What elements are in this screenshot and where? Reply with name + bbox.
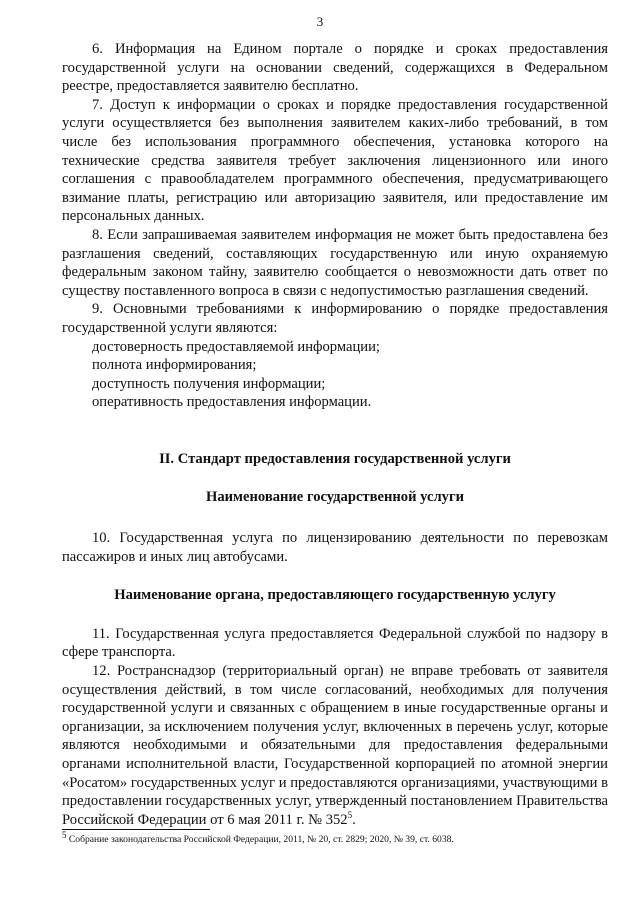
paragraph-10: 10. Государственная услуга по лицензированию деятельности по перевозкам пассажиров и иных лиц автобусами. bbox=[62, 530, 608, 565]
document-body bbox=[62, 40, 608, 829]
footnote-divider bbox=[62, 829, 210, 830]
requirement-item: достоверность предоставляемой информации; bbox=[92, 338, 380, 355]
requirement-item: оперативность предоставления информации. bbox=[92, 394, 372, 411]
subsection-heading-service-name: Наименование государственной услуги bbox=[206, 489, 464, 506]
paragraph-6: 6. Информация на Едином портале о порядке и сроках предоставления государственной услуги на основании сведений, содержащихся в Федеральном реестре, предоставляется заявителю бесплатно. bbox=[62, 41, 608, 95]
paragraph-12 bbox=[62, 662, 608, 829]
subsection-heading-authority-name: Наименование органа, предоставляющего государственную услугу bbox=[114, 587, 556, 604]
footnote bbox=[62, 829, 608, 846]
paragraph-9: 9. Основными требованиями к информированию о порядке предоставления государственной услуги являются: bbox=[62, 301, 608, 336]
section-heading: II. Стандарт предоставления государственной услуги bbox=[159, 450, 511, 467]
paragraph-11: 11. Государственная услуга предоставляется Федеральной службой по надзору в сфере транспорта. bbox=[62, 625, 608, 661]
footnote-marker: 5 bbox=[62, 829, 67, 840]
footnote-reference: 5 bbox=[347, 809, 353, 820]
paragraph-12-text: 12. Ространснадзор (территориальный орган) не вправе требовать от заявителя осуществления действий, в том числе согласований, необходимых для получения государственной услуги и связанных с обращением в иные государственные органы и организации, за исключением получения услуг, включенных в перечень услуг, которые являются необходимыми и обязательными для предоставления федеральными органами исполнительной власти, Государственной корпорацией по атомной энергии «Росатом» государственных услуг и предоставляются организациями, участвующими в предоставлении государственных услуг, утвержденный постановлением Правительства Российской Федерации от 6 мая 2011 г. № 352 bbox=[62, 663, 608, 828]
paragraph-8: 8. Если запрашиваемая заявителем информация не может быть предоставлена без разглашения сведений, составляющих государственную или иную охраняемую федеральным законом тайну, заявителю сообщается о невозможности дать ответ по существу поставленного вопроса в связи с недопустимостью разглашения сведений. bbox=[62, 226, 608, 299]
page-number: 3 bbox=[316, 14, 324, 29]
requirement-item: доступность получения информации; bbox=[92, 375, 326, 392]
footnote-text: Собрание законодательства Российской Федерации, 2011, № 20, ст. 2829; 2020, № 39, ст. 6038. bbox=[66, 834, 454, 845]
paragraph-7: 7. Доступ к информации о сроках и порядке предоставления государственной услуги осуществляется без выполнения заявителем каких-либо требований, в том числе без использования программного обеспечения, установка которого на технические средства заявителя требует заключения лицензионного или иного соглашения с правообладателем программного обеспечения, предусматривающего взимание платы, регистрацию или авторизацию заявителя, или предоставление им персональных данных. bbox=[62, 96, 608, 225]
paragraph-12-end: . bbox=[352, 811, 356, 828]
requirement-item: полнота информирования; bbox=[92, 357, 257, 374]
